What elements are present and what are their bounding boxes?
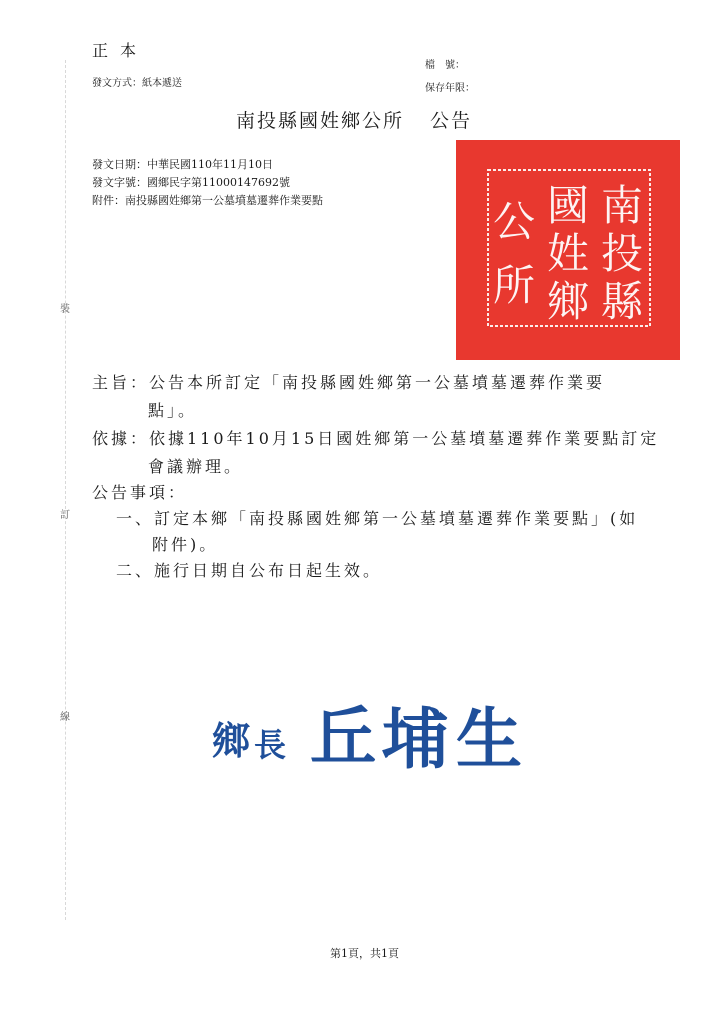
svg-text:姓: 姓 [546,229,590,278]
issue-date: 發文日期：中華民國110年11月10日 [92,158,273,171]
basis-line: 依據：依據110年10月15日國姓鄉第一公墓墳墓遷葬作業要點訂定 [92,429,660,448]
svg-text:公: 公 [492,197,536,246]
signature-icon [210,690,540,780]
signature-stamp [210,690,540,784]
svg-text:所: 所 [492,261,536,310]
retention-label: 保存年限： [425,83,475,94]
binding-line [65,60,66,920]
subject-line: 主旨：公告本所訂定「南投縣國姓鄉第一公墓墳墓遷葬作業要 [92,373,606,392]
svg-text:南: 南 [600,181,644,230]
announcement-item-1-continued: 附件)。 [152,535,219,554]
svg-text:投: 投 [600,229,644,278]
basis-line-continued: 會議辦理。 [148,457,244,476]
agency-name: 南投縣國姓鄉公所 [236,110,405,132]
announcement-items-heading: 公告事項： [92,483,188,502]
document-type: 公告 [430,110,473,132]
binding-mark-middle: 訂 [60,510,70,521]
page-title [236,106,472,133]
announcement-item-2: 二、施行日期自公布日起生效。 [116,561,383,580]
copy-type-label: 正本 [92,41,149,60]
attachment-info: 附件：南投縣國姓鄉第一公墓墳墓遷葬作業要點 [92,194,323,207]
send-method: 發文方式：紙本遞送 [92,78,182,89]
binding-mark-bottom: 線 [60,712,70,723]
announcement-item-1: 一、訂定本鄉「南投縣國姓鄉第一公墓墳墓遷葬作業要點」(如 [116,509,639,528]
svg-text:生: 生 [456,700,522,778]
page-number: 第1頁，共1頁 [330,947,399,960]
svg-text:鄉: 鄉 [546,277,590,326]
file-number-label: 檔 號： [425,60,465,71]
seal-icon [456,140,680,360]
svg-text:丘: 丘 [310,698,376,776]
svg-text:國: 國 [546,181,590,230]
svg-text:縣: 縣 [600,277,644,326]
binding-mark-top: 裝 [60,304,70,315]
subject-line-continued: 點」。 [148,401,198,420]
document-number: 發文字號：國鄉民字第11000147692號 [92,176,290,189]
svg-text:鄉: 鄉 [212,718,251,763]
official-seal [456,140,680,360]
svg-text:埔: 埔 [382,700,448,778]
svg-text:長: 長 [254,726,287,764]
